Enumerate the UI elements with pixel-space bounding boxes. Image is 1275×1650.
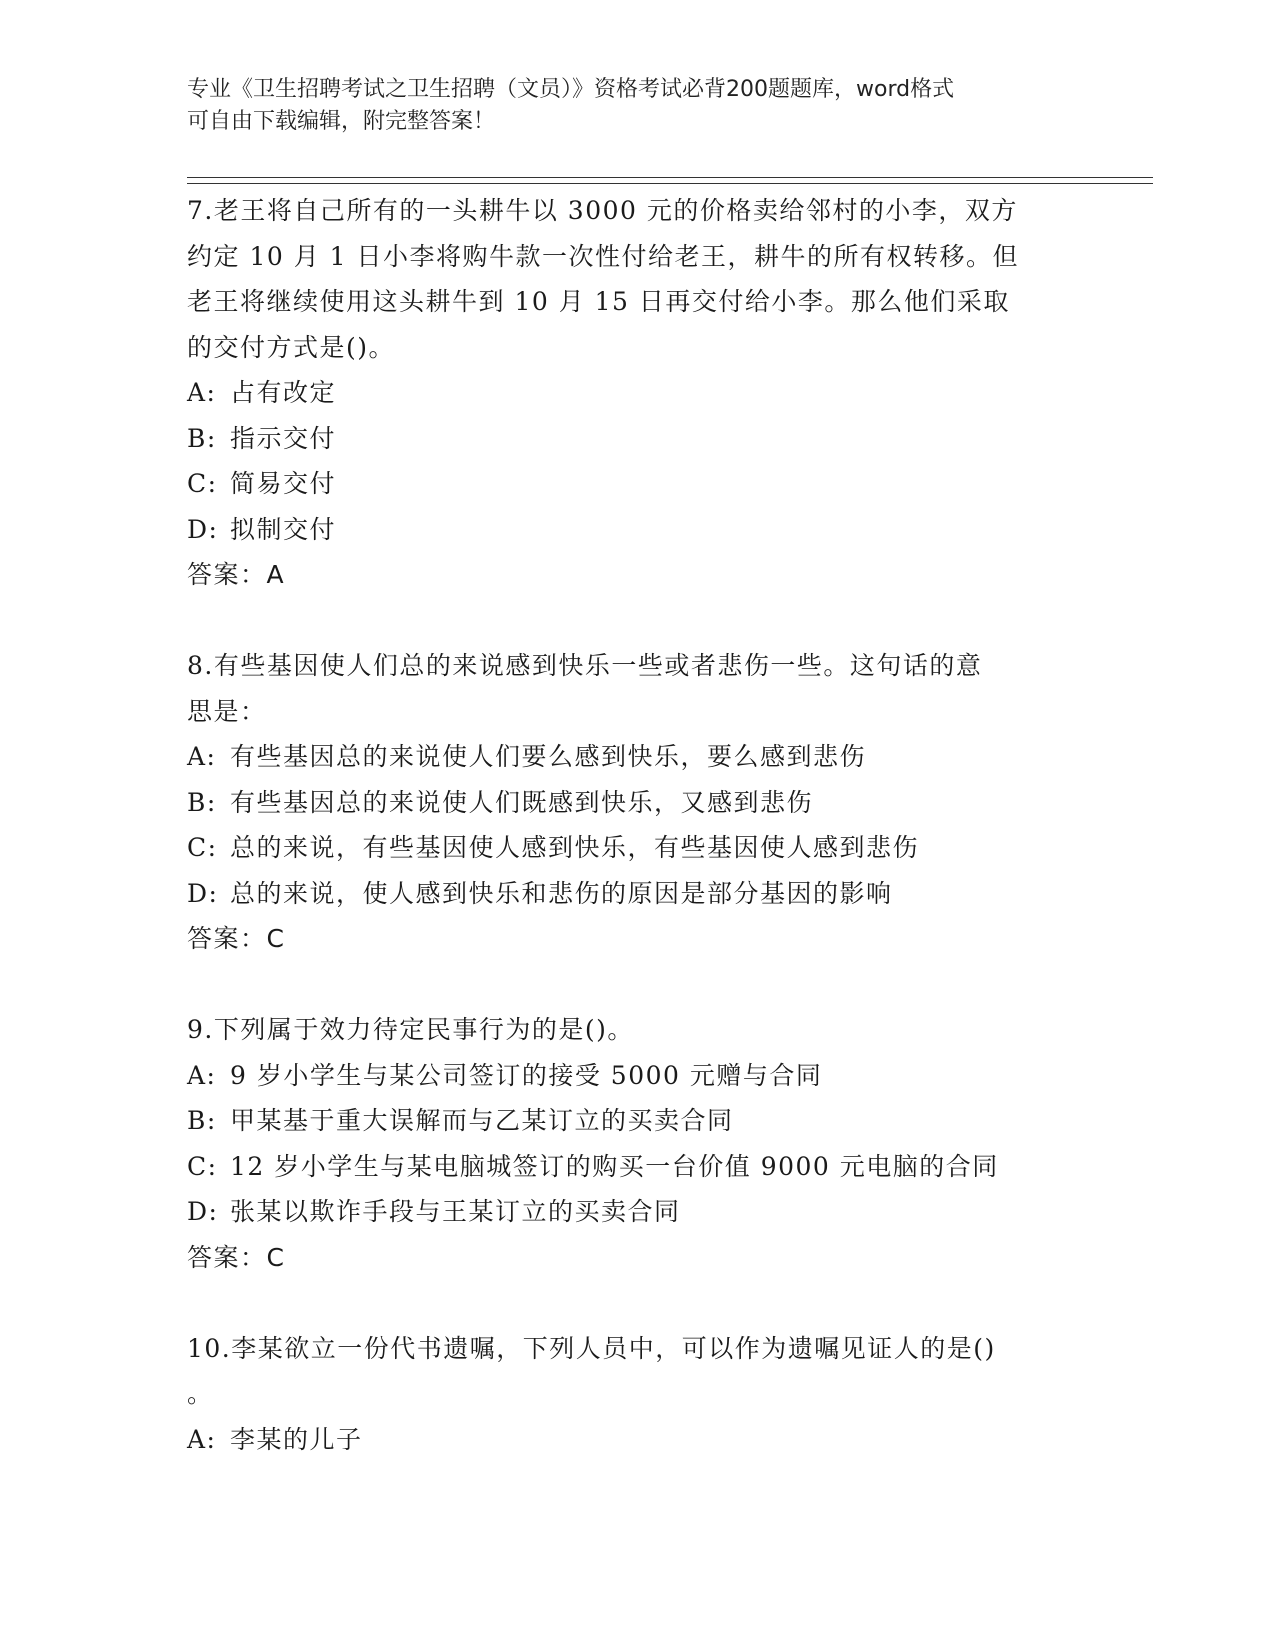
- spacer: [187, 1280, 1067, 1326]
- question-10-line-1: 10.李某欲立一份代书遗嘱，下列人员中，可以作为遗嘱见证人的是(): [187, 1333, 996, 1363]
- question-7-answer: 答案：A: [187, 560, 286, 589]
- question-10: [187, 1326, 1067, 1463]
- question-7-option-a: A: 占有改定: [187, 378, 337, 407]
- question-8-option-d: D: 总的来说，使人感到快乐和悲伤的原因是部分基因的影响: [187, 878, 893, 908]
- question-10-option-a: A: 李某的儿子: [187, 1424, 363, 1454]
- question-9-line-1: 9.下列属于效力待定民事行为的是()。: [187, 1015, 634, 1044]
- question-8-line-1: 8.有些基因使人们总的来说感到快乐一些或者悲伤一些。这句话的意: [187, 651, 983, 680]
- spacer: [187, 598, 1067, 644]
- question-9-option-d: D: 张某以欺诈手段与王某订立的买卖合同: [187, 1197, 681, 1226]
- question-9-answer: 答案：C: [187, 1242, 286, 1272]
- question-7-option-c: C: 简易交付: [187, 469, 337, 498]
- question-7-line-3: 老王将继续使用这头耕牛到 10 月 15 日再交付给小李。那么他们采取: [187, 287, 1010, 316]
- question-8-option-a: A: 有些基因总的来说使人们要么感到快乐，要么感到悲伤: [187, 742, 867, 771]
- question-8-option-c: C: 总的来说，有些基因使人感到快乐，有些基因使人感到悲伤: [187, 833, 920, 862]
- question-8-line-2: 思是：: [187, 696, 267, 726]
- page-header: [187, 74, 1067, 138]
- question-9-option-b: B: 甲某基于重大误解而与乙某订立的买卖合同: [187, 1106, 734, 1135]
- question-7: [187, 188, 1067, 598]
- header-divider-top: [187, 177, 1153, 178]
- question-8-option-b: B: 有些基因总的来说使人们既感到快乐，又感到悲伤: [187, 787, 814, 817]
- question-7-option-d: D: 拟制交付: [187, 514, 337, 544]
- question-9-option-c: C: 12 岁小学生与某电脑城签订的购买一台价值 9000 元电脑的合同: [187, 1151, 999, 1181]
- question-7-line-1: 7.老王将自己所有的一头耕牛以 3000 元的价格卖给邻村的小李，双方: [187, 196, 1018, 225]
- question-10-line-2: 。: [187, 1379, 214, 1408]
- question-8: [187, 643, 1067, 962]
- question-9-option-a: A: 9 岁小学生与某公司签订的接受 5000 元赠与合同: [187, 1060, 823, 1090]
- header-divider-bottom: [187, 183, 1153, 184]
- question-7-line-2: 约定 10 月 1 日小李将购牛款一次性付给老王，耕牛的所有权转移。但: [187, 241, 1020, 271]
- question-7-option-b: B: 指示交付: [187, 423, 337, 453]
- spacer: [187, 962, 1067, 1008]
- question-list: [187, 188, 1067, 1462]
- header-line-2: 可自由下载编辑，附完整答案！: [187, 109, 496, 134]
- question-7-line-4: 的交付方式是()。: [187, 332, 396, 362]
- header-line-1: 专业《卫生招聘考试之卫生招聘（文员）》资格考试必背200题题库，word格式: [187, 77, 955, 102]
- question-8-answer: 答案：C: [187, 924, 286, 953]
- question-9: [187, 1007, 1067, 1280]
